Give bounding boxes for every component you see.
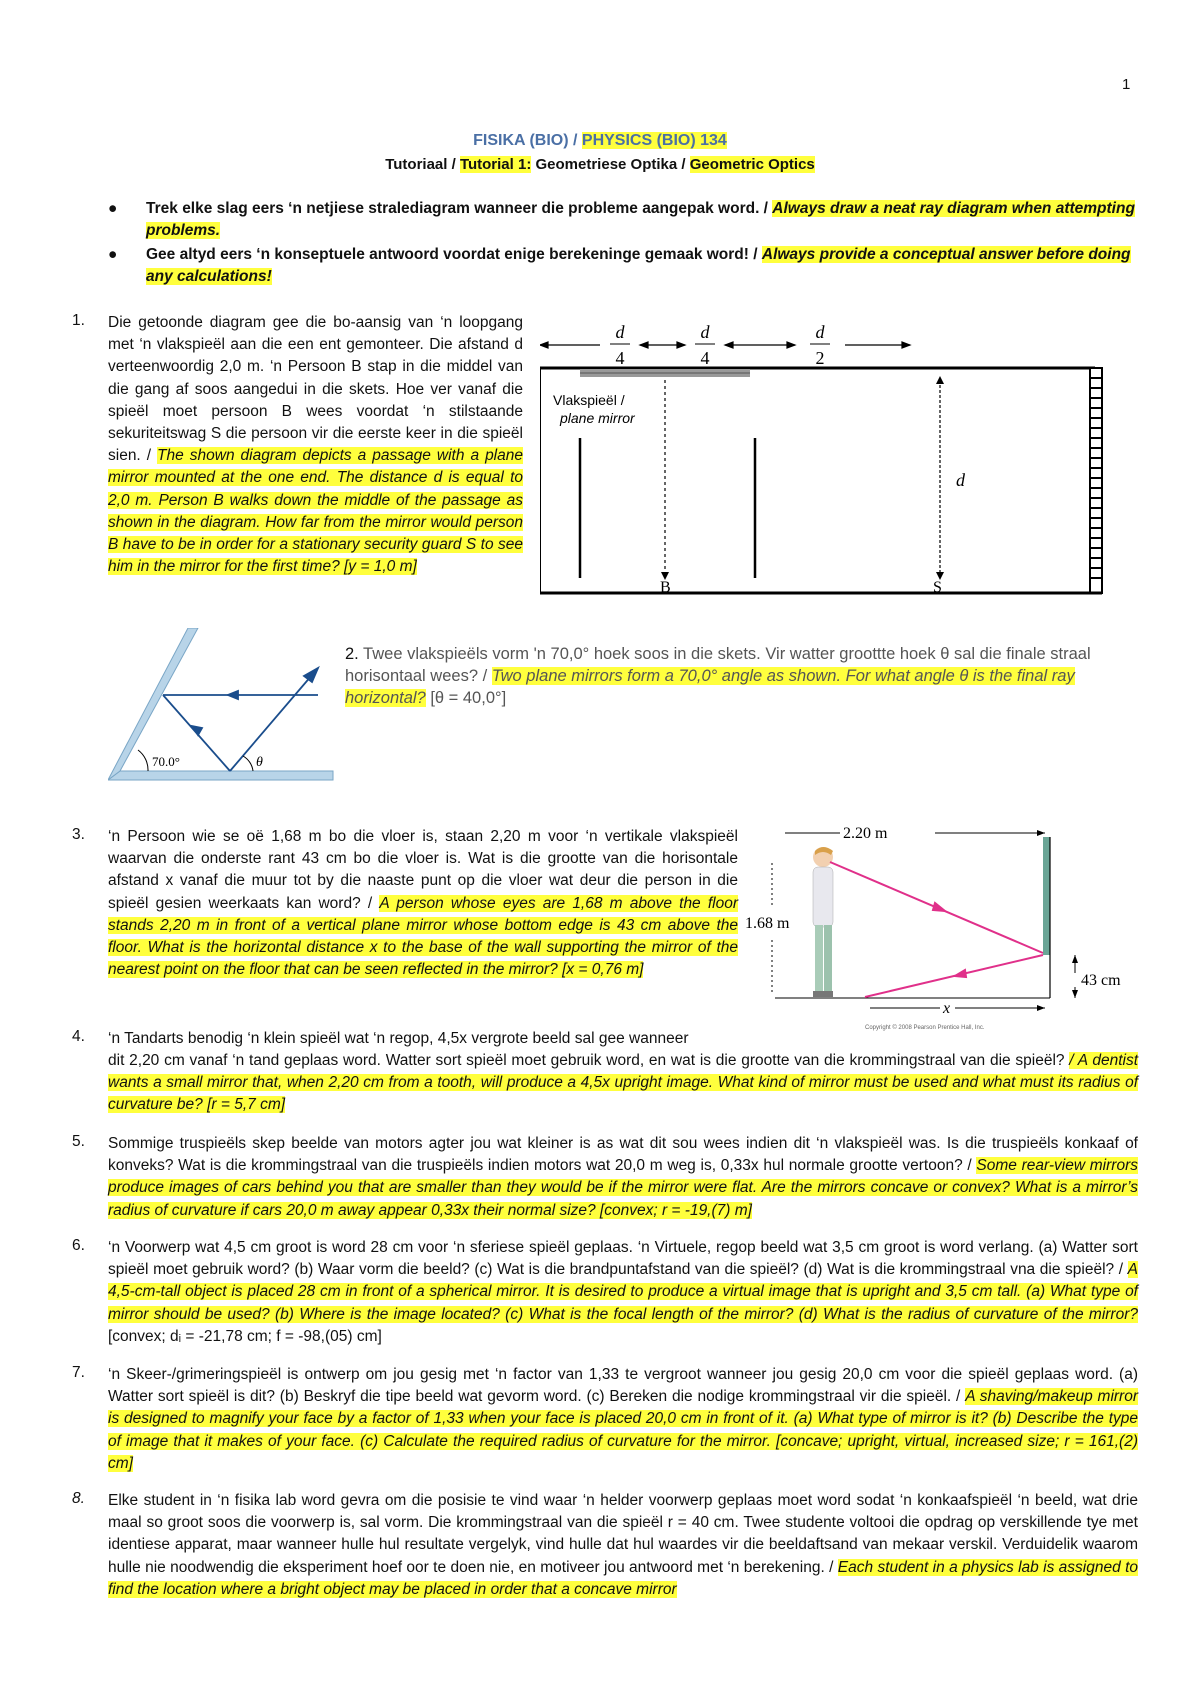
fig2-theta-label: θ bbox=[256, 755, 263, 770]
fig1-d-over-2-den: 2 bbox=[815, 348, 825, 368]
title-af: FISIKA (BIO) / bbox=[473, 132, 582, 149]
fig1-mirror-label-en: plane mirror bbox=[560, 410, 635, 426]
page-number: 1 bbox=[1122, 76, 1131, 93]
fig1-d-over-4a-num: d bbox=[615, 322, 625, 342]
bullet-item bbox=[108, 244, 1138, 288]
question-3-text bbox=[108, 826, 738, 981]
q2-en: Two plane mirrors form a 70,0° angle as shown. For what angle θ is the final ray horizontal? bbox=[345, 667, 1075, 707]
question-1-text bbox=[108, 312, 523, 578]
fig1-d-over-4b-den: 4 bbox=[700, 348, 710, 368]
q6-en: A 4,5-cm-tall object is placed 28 cm in front of a spherical mirror. It is desired to produce a virtual image that is upright and 3,5 cm tall. (a) What type of mirror should be used? (b) Where is the image located? (c) What is the focal length of the mirror? (d) What is the radius of curvature of the mirror? bbox=[108, 1261, 1138, 1323]
question-1-number: 1. bbox=[72, 312, 85, 329]
bullet-af: Gee altyd eers ‘n konseptuele antwoord voordat enige berekeninge gemaak word! / bbox=[146, 246, 762, 263]
question-2-number: 2. bbox=[345, 645, 359, 663]
title-en: PHYSICS (BIO) 134 bbox=[581, 132, 727, 149]
q2-af: Twee vlakspieëls vorm 'n 70,0° hoek soos in die skets. Vir watter groottte hoek θ sal die finale straal horisontaal wees? / bbox=[345, 645, 1091, 685]
subtitle-af: Tutoriaal / bbox=[385, 156, 460, 173]
q5-en: Some rear-view mirrors produce images of cars behind you that are smaller than they would be if the mirror were flat. Are the mirrors concave or convex? What is a mirror’s radius of curvature if cars 20,0 m away appear 0,33x their normal size? [convex; r = -19,(7) m] bbox=[108, 1157, 1138, 1219]
subtitle-en2: Geometric Optics bbox=[689, 156, 815, 173]
vertical-mirror bbox=[1043, 837, 1050, 955]
fig3-width-label: 2.20 m bbox=[843, 825, 888, 842]
q8-af: Elke student in ‘n fisika lab word gevra om die posisie te vind waar ‘n helder voorwerp geplaas moet word sodat ‘n konkaafspieël ‘n beeld, wat drie maal so groot soos die voorwerp is, sal vorm. Die krommingstraal van die spieël r = 40 cm. Twee studente voltooi die opdrag op verskillende tye met identiese apparat, maar wanneer hulle hul resultate vergelyk, vind hulle dat hul waardes vir die beeldaftsand van mekaar verskil. Verduidelik waarom hulle nie noodwendig die eksperiment hoef oor te doen nie, en motiveer jou antwoord met ‘n berekening. / bbox=[108, 1492, 1138, 1576]
fig3-height-label: 1.68 m bbox=[745, 915, 790, 932]
bullet-dot-icon: ● bbox=[108, 246, 118, 263]
q7-af: ‘n Skeer-/grimeringspieël is ontwerp om jou gesig met ‘n factor van 1,33 te vergroot wanneer jou gesig 20,0 cm voor die spieël geplaas word. (a) Watter sort spieël is dit? (b) Beskryf die tipe beeld wat gevorm word. (c) Bereken die nodige krommingstraal vir die spieël. / bbox=[108, 1366, 1138, 1406]
q4-en: / A dentist wants a small mirror that, when 2,20 cm from a tooth, will produce a 4,5x upright image. What kind of mirror must be used and what must its radius of curvature be? [r = 5,7 cm] bbox=[108, 1052, 1138, 1114]
q2-answer: [θ = 40,0°] bbox=[425, 689, 507, 707]
fig2-angle-label: 70.0° bbox=[152, 754, 180, 769]
fig1-d-over-4b-num: d bbox=[700, 322, 710, 342]
question-6-text bbox=[108, 1237, 1138, 1348]
fig1-mirror-label-af: Vlakspieël / bbox=[553, 392, 625, 408]
question-8-number: 8. bbox=[72, 1490, 85, 1507]
instruction-bullets bbox=[108, 198, 1138, 290]
q1-en: The shown diagram depicts a passage with a plane mirror mounted at the one end. The distance d is equal to 2,0 m. Person B walks down the middle of the passage as shown in the diagram. How far from the mirror would person B have to be in order for a stationary security guard S to see him in the mirror for the first time? [y = 1,0 m] bbox=[108, 447, 523, 576]
bullet-af: Trek elke slag eers ‘n netjiese stralediagram wanneer die probleme aangepak word. / bbox=[146, 200, 773, 217]
question-6-number: 6. bbox=[72, 1237, 85, 1254]
page-title bbox=[0, 132, 1200, 150]
person-figure bbox=[813, 847, 833, 997]
q3-af: ‘n Persoon wie se oë 1,68 m bo die vloer is, staan 2,20 m voor ‘n vertikale vlakspieël waarvan die onderste rant 43 cm bo die vloer is. Wat is die grootte van die horisontale afstand x vanaf die muur tot by die naaste punt op die vloer wat deur die person in die spieël gesien weerkaats kan word? / bbox=[108, 828, 738, 912]
question-7-number: 7. bbox=[72, 1364, 85, 1381]
bullet-item bbox=[108, 198, 1138, 242]
question-5-number: 5. bbox=[72, 1133, 85, 1150]
bullet-en: Always draw a neat ray diagram when attempting problems. bbox=[146, 200, 1135, 239]
question-4-text-line1: ‘n Tandarts benodig ‘n klein spieël wat ‘n regop, 4,5x vergrote beeld sal gee wanneer bbox=[108, 1030, 689, 1047]
fig1-d-label: d bbox=[956, 470, 965, 490]
fig1-d-over-2-num: d bbox=[815, 322, 825, 342]
question-7-text bbox=[108, 1364, 1138, 1475]
q8-en: Each student in a physics lab is assigned to find the location where a bright object may be placed in order that a concave mirror bbox=[108, 1558, 1139, 1598]
question-5-text bbox=[108, 1133, 1138, 1222]
bullet-en: Always provide a conceptual answer before doing any calculations! bbox=[146, 246, 1131, 285]
q6-af: ‘n Voorwerp wat 4,5 cm groot is word 28 cm voor ‘n sferiese spieël geplaas. ‘n Virtuele, regop beeld wat 3,5 cm groot is word verlang. (a) Watter sort spieël moet gebruik word? (b) Waar vorm die beeld? (c) Wat is die brandpuntafstand van die spieël? (d) Wat is die krommingstraal vna die spieël? / bbox=[108, 1239, 1138, 1279]
subtitle-mid: Geometriese Optika / bbox=[531, 156, 690, 173]
fig3-mirror-gap-label: 43 cm bbox=[1081, 972, 1121, 989]
q7-en: A shaving/makeup mirror is designed to magnify your face by a factor of 1,33 when your face is placed 20,0 cm in front of it. (a) What type of mirror is it? (b) Describe the type of image that it makes of your face. (c) Calculate the required radius of curvature for the mirror. [concave; upright, virtual, increased size; r = 161,(2) cm] bbox=[108, 1388, 1138, 1472]
fig1-d-over-4a-den: 4 bbox=[615, 348, 625, 368]
fig1-b-label: B bbox=[660, 579, 671, 596]
q3-en: A person whose eyes are 1,68 m above the floor stands 2,20 m in front of a vertical plane mirror whose bottom edge is 43 cm above the floor. What is the horizontal distance x to the base of the wall supporting the mirror of the nearest point on the floor that can be seen reflected in the mirror? [x = 0,76 m] bbox=[108, 894, 739, 979]
fig1-s-label: S bbox=[933, 579, 942, 596]
q5-af: Sommige truspieëls skep beelde van motors agter jou wat kleiner is as wat dit sou wees indien dit ‘n vlakspieël was. Is die truspieëls konkaaf of konveks? Wat is die krommingstraal van die truspieëls indien motors wat 20,0 m weg is, 0,33x hul normale grootte vertoon? / bbox=[108, 1135, 1138, 1175]
q4-af: dit 2,20 cm vanaf ‘n tand geplaas word. Watter sort spieël moet gebruik word, en wat is die grootte van die krommingstraal van die spieël? bbox=[108, 1052, 1070, 1069]
question-4-number: 4. bbox=[72, 1028, 85, 1045]
q1-af: Die getoonde diagram gee die bo-aansig van ‘n loopgang met ‘n vlakspieël aan die een ent gemonteer. Die afstand d verteenwoordig 2,0 m. ‘n Persoon B stap in die middel van die gang af soos aangedui in die skets. Hoe ver vanaf die spieël moet persoon B wees voordat ‘n stilstaande sekuriteitswag S die persoon vir die eerste keer in die spieël sien. / bbox=[108, 314, 523, 465]
question-2-text bbox=[345, 643, 1135, 709]
fig3-copyright: Copyright © 2008 Pearson Prentice Hall, Inc. bbox=[865, 1025, 985, 1031]
question-8-text bbox=[108, 1490, 1138, 1601]
fig3-x-label: x bbox=[943, 1000, 951, 1017]
bullet-dot-icon: ● bbox=[108, 200, 118, 217]
page-subtitle bbox=[0, 156, 1200, 173]
question-3-number: 3. bbox=[72, 826, 85, 843]
figure-3-person-mirror bbox=[745, 815, 1125, 1035]
subtitle-en1: Tutorial 1: bbox=[459, 156, 532, 173]
question-4-text bbox=[108, 1050, 1138, 1117]
q6-answer: [convex; dᵢ = -21,78 cm; f = -98,(05) cm] bbox=[108, 1327, 382, 1345]
figure-1-corridor bbox=[540, 318, 1120, 598]
figure-2-mirrors bbox=[108, 628, 338, 788]
